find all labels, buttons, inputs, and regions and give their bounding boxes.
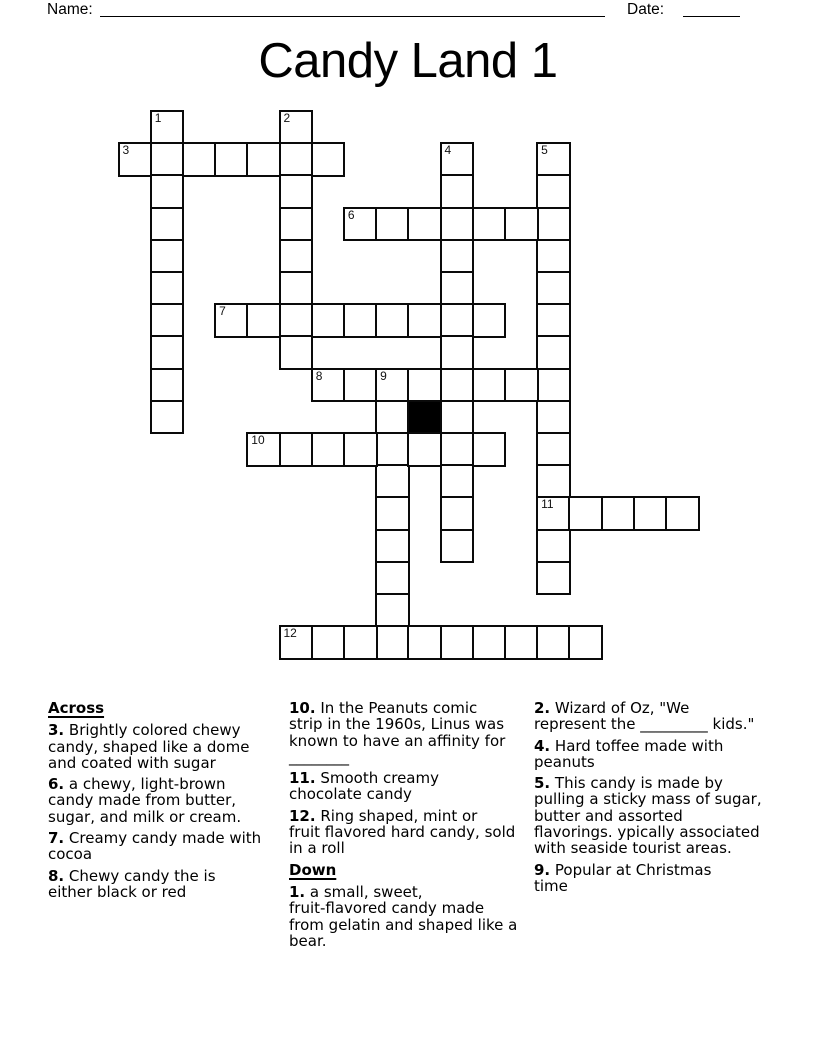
cell-number: 12 — [283, 626, 297, 641]
clue-12-line-1: 12. Ring shaped, mint or — [289, 806, 478, 825]
clue-5-line-4: flavorings. ypically associated — [534, 823, 760, 842]
clue-8-line-2: either black or red — [48, 882, 187, 901]
grid-cell[interactable] — [536, 432, 571, 467]
grid-cell[interactable] — [279, 142, 314, 177]
date-label: Date: — [627, 1, 665, 18]
grid-cell[interactable] — [279, 174, 314, 209]
grid-cell[interactable] — [311, 625, 346, 660]
grid-cell[interactable] — [504, 368, 539, 403]
clue-12-line-3: in a roll — [289, 839, 345, 858]
clue-8 — [48, 868, 261, 901]
grid-cell[interactable] — [279, 432, 314, 467]
grid-cell[interactable] — [440, 529, 475, 564]
grid-cell[interactable] — [343, 432, 378, 467]
clue-number: 8. — [48, 866, 65, 885]
clue-1 — [289, 884, 517, 949]
clue-7-line-1: 7. Creamy candy made with — [48, 829, 262, 848]
clue-9 — [534, 862, 762, 895]
cell-number: 4 — [444, 143, 452, 158]
grid-cell[interactable] — [407, 625, 442, 660]
grid-cell[interactable] — [375, 368, 410, 403]
clue-number: 3. — [48, 721, 65, 740]
clue-2-line-2: represent the _________ kids." — [534, 715, 755, 734]
clue-number: 2. — [534, 699, 551, 717]
grid-cell[interactable] — [440, 174, 475, 209]
grid-cell[interactable] — [375, 593, 410, 628]
grid-cell[interactable] — [536, 464, 571, 499]
grid-cell[interactable] — [375, 464, 410, 499]
clue-3-line-1: 3. Brightly colored chewy — [48, 721, 241, 740]
grid-cell[interactable] — [182, 142, 217, 177]
grid-cell[interactable] — [440, 496, 475, 531]
clue-number: 11. — [289, 769, 316, 788]
grid-cell[interactable] — [343, 303, 378, 338]
grid-cell[interactable] — [536, 368, 571, 403]
grid-cell[interactable] — [150, 303, 185, 338]
clue-8-line-1: 8. Chewy candy the is — [48, 866, 216, 885]
clue-1-line-3: from gelatin and shaped like a — [289, 915, 518, 934]
clue-10-line-4: ________ — [289, 747, 349, 766]
grid-cell[interactable] — [279, 239, 314, 274]
grid-cell[interactable] — [440, 303, 475, 338]
clue-11-line-2: chocolate candy — [289, 785, 412, 804]
grid-cell[interactable] — [375, 561, 410, 596]
grid-cell[interactable] — [375, 207, 410, 242]
clue-column-2 — [289, 700, 517, 954]
grid-cell[interactable] — [279, 625, 314, 660]
clue-10 — [289, 700, 517, 765]
grid-cell[interactable] — [150, 368, 185, 403]
grid-cell[interactable] — [536, 174, 571, 209]
clue-12 — [289, 808, 517, 857]
down-heading: Down — [289, 860, 337, 879]
grid-cell[interactable] — [375, 432, 410, 467]
clue-12-line-2: fruit flavored hard candy, sold — [289, 823, 516, 842]
grid-cell[interactable] — [536, 335, 571, 370]
grid-cell[interactable] — [440, 142, 475, 177]
clue-3-line-2: candy, shaped like a dome — [48, 737, 250, 756]
clue-10-line-2: strip in the 1960s, Linus was — [289, 715, 505, 734]
clue-number: 9. — [534, 860, 551, 879]
grid-cell[interactable] — [536, 529, 571, 564]
cell-number: 7 — [219, 304, 226, 319]
grid-cell[interactable] — [536, 496, 571, 531]
clue-11-line-1: 11. Smooth creamy — [289, 769, 439, 788]
clue-5-line-2: pulling a sticky mass of sugar, — [534, 790, 762, 809]
grid-cell[interactable] — [311, 142, 346, 177]
grid-cell-black — [407, 400, 442, 435]
grid-cell[interactable] — [375, 303, 410, 338]
grid-cell[interactable] — [504, 207, 539, 242]
grid-cell[interactable] — [311, 368, 346, 403]
grid-cell[interactable] — [407, 368, 442, 403]
clue-3-line-3: and coated with sugar — [48, 753, 216, 772]
clue-7 — [48, 830, 261, 863]
clue-4 — [534, 738, 762, 771]
grid-cell[interactable] — [279, 207, 314, 242]
clue-4-line-2: peanuts — [534, 752, 595, 771]
cell-number: 9 — [380, 368, 387, 383]
clue-1-line-4: bear. — [289, 931, 327, 950]
grid-cell[interactable] — [375, 529, 410, 564]
grid-cell[interactable] — [343, 368, 378, 403]
grid-cell[interactable] — [150, 142, 185, 177]
grid-cell[interactable] — [150, 239, 185, 274]
grid-cell[interactable] — [440, 335, 475, 370]
grid-cell[interactable] — [440, 464, 475, 499]
grid-cell[interactable] — [536, 400, 571, 435]
grid-cell[interactable] — [279, 303, 314, 338]
grid-cell[interactable] — [440, 400, 475, 435]
clue-9-line-2: time — [534, 876, 568, 895]
grid-cell[interactable] — [633, 496, 668, 531]
clue-5-line-1: 5. This candy is made by — [534, 774, 723, 793]
grid-cell[interactable] — [536, 207, 571, 242]
clue-number: 10. — [289, 699, 316, 717]
grid-cell[interactable] — [407, 432, 442, 467]
grid-cell[interactable] — [440, 368, 475, 403]
cell-number: 5 — [541, 143, 548, 158]
clue-6 — [48, 776, 261, 825]
cell-number: 3 — [122, 143, 130, 158]
clue-3 — [48, 722, 261, 771]
grid-cell[interactable] — [343, 207, 378, 242]
grid-cell[interactable] — [440, 432, 475, 467]
grid-cell[interactable] — [440, 625, 475, 660]
grid-cell[interactable] — [150, 207, 185, 242]
grid-cell[interactable] — [472, 368, 507, 403]
clue-number: 4. — [534, 736, 551, 755]
cell-number: 6 — [347, 207, 355, 222]
grid-cell[interactable] — [214, 142, 249, 177]
grid-cell[interactable] — [536, 303, 571, 338]
grid-cell[interactable] — [536, 271, 571, 306]
clue-5-line-3: butter and assorted — [534, 806, 683, 825]
clue-2 — [534, 700, 762, 733]
grid-cell[interactable] — [472, 432, 507, 467]
grid-cell[interactable] — [150, 335, 185, 370]
grid-cell[interactable] — [440, 207, 475, 242]
grid-cell[interactable] — [279, 271, 314, 306]
grid-cell[interactable] — [150, 271, 185, 306]
grid-cell[interactable] — [246, 142, 281, 177]
grid-cell[interactable] — [472, 303, 507, 338]
grid-cell[interactable] — [311, 432, 346, 467]
cell-number: 10 — [251, 433, 265, 447]
grid-cell[interactable] — [279, 335, 314, 370]
clue-number: 1. — [289, 882, 306, 901]
grid-cell[interactable] — [375, 400, 410, 435]
clue-2-line-1: 2. Wizard of Oz, "We — [534, 699, 690, 717]
grid-cell[interactable] — [601, 496, 636, 531]
clue-number: 6. — [48, 775, 65, 794]
across-heading: Across — [48, 699, 105, 717]
clue-6-line-1: 6. a chewy, light-brown — [48, 775, 226, 794]
clue-1-line-2: fruit-flavored candy made — [289, 899, 485, 918]
cell-number: 1 — [154, 111, 162, 125]
name-label: Name: — [47, 1, 93, 18]
grid-cell[interactable] — [311, 303, 346, 338]
grid-cell[interactable] — [246, 432, 281, 467]
clue-11 — [289, 770, 517, 803]
grid-cell[interactable] — [440, 271, 475, 306]
grid-cell[interactable] — [568, 496, 603, 531]
grid-cell[interactable] — [536, 239, 571, 274]
grid-cell[interactable] — [536, 625, 571, 660]
clue-number: 12. — [289, 806, 316, 825]
grid-cell[interactable] — [214, 303, 249, 338]
grid-cell[interactable] — [150, 174, 185, 209]
grid-cell[interactable] — [568, 625, 603, 660]
grid-cell[interactable] — [472, 625, 507, 660]
grid-cell[interactable] — [504, 625, 539, 660]
grid-cell[interactable] — [375, 625, 410, 660]
clue-5 — [534, 775, 762, 856]
grid-cell[interactable] — [150, 110, 185, 145]
grid-cell[interactable] — [536, 142, 571, 177]
cell-number: 8 — [315, 368, 323, 383]
clue-6-line-3: sugar, and milk or cream. — [48, 807, 242, 826]
clue-column-1 — [48, 700, 261, 905]
clue-5-line-5: with seaside tourist areas. — [534, 839, 732, 858]
grid-cell[interactable] — [246, 303, 281, 338]
grid-cell[interactable] — [118, 142, 153, 177]
grid-cell[interactable] — [407, 303, 442, 338]
grid-cell[interactable] — [472, 207, 507, 242]
cell-number: 2 — [283, 111, 291, 125]
grid-cell[interactable] — [407, 207, 442, 242]
clue-6-line-2: candy made from butter, — [48, 791, 237, 810]
clue-10-line-1: 10. In the Peanuts comic — [289, 699, 478, 717]
grid-cell[interactable] — [343, 625, 378, 660]
clue-1-line-1: 1. a small, sweet, — [289, 882, 423, 901]
clue-number: 7. — [48, 829, 65, 848]
grid-cell[interactable] — [279, 110, 314, 145]
grid-cell[interactable] — [150, 400, 185, 435]
clue-10-line-3: known to have an affinity for — [289, 731, 506, 750]
clue-9-line-1: 9. Popular at Christmas — [534, 860, 712, 879]
grid-cell[interactable] — [536, 561, 571, 596]
grid-cell[interactable] — [440, 239, 475, 274]
cell-number: 11 — [541, 497, 554, 512]
grid-cell[interactable] — [665, 496, 700, 531]
clue-4-line-1: 4. Hard toffee made with — [534, 736, 724, 755]
puzzle-title: Candy Land 1 — [258, 34, 558, 88]
clue-7-line-2: cocoa — [48, 845, 93, 864]
clue-number: 5. — [534, 774, 551, 793]
grid-cell[interactable] — [375, 496, 410, 531]
clue-column-3 — [534, 700, 762, 899]
